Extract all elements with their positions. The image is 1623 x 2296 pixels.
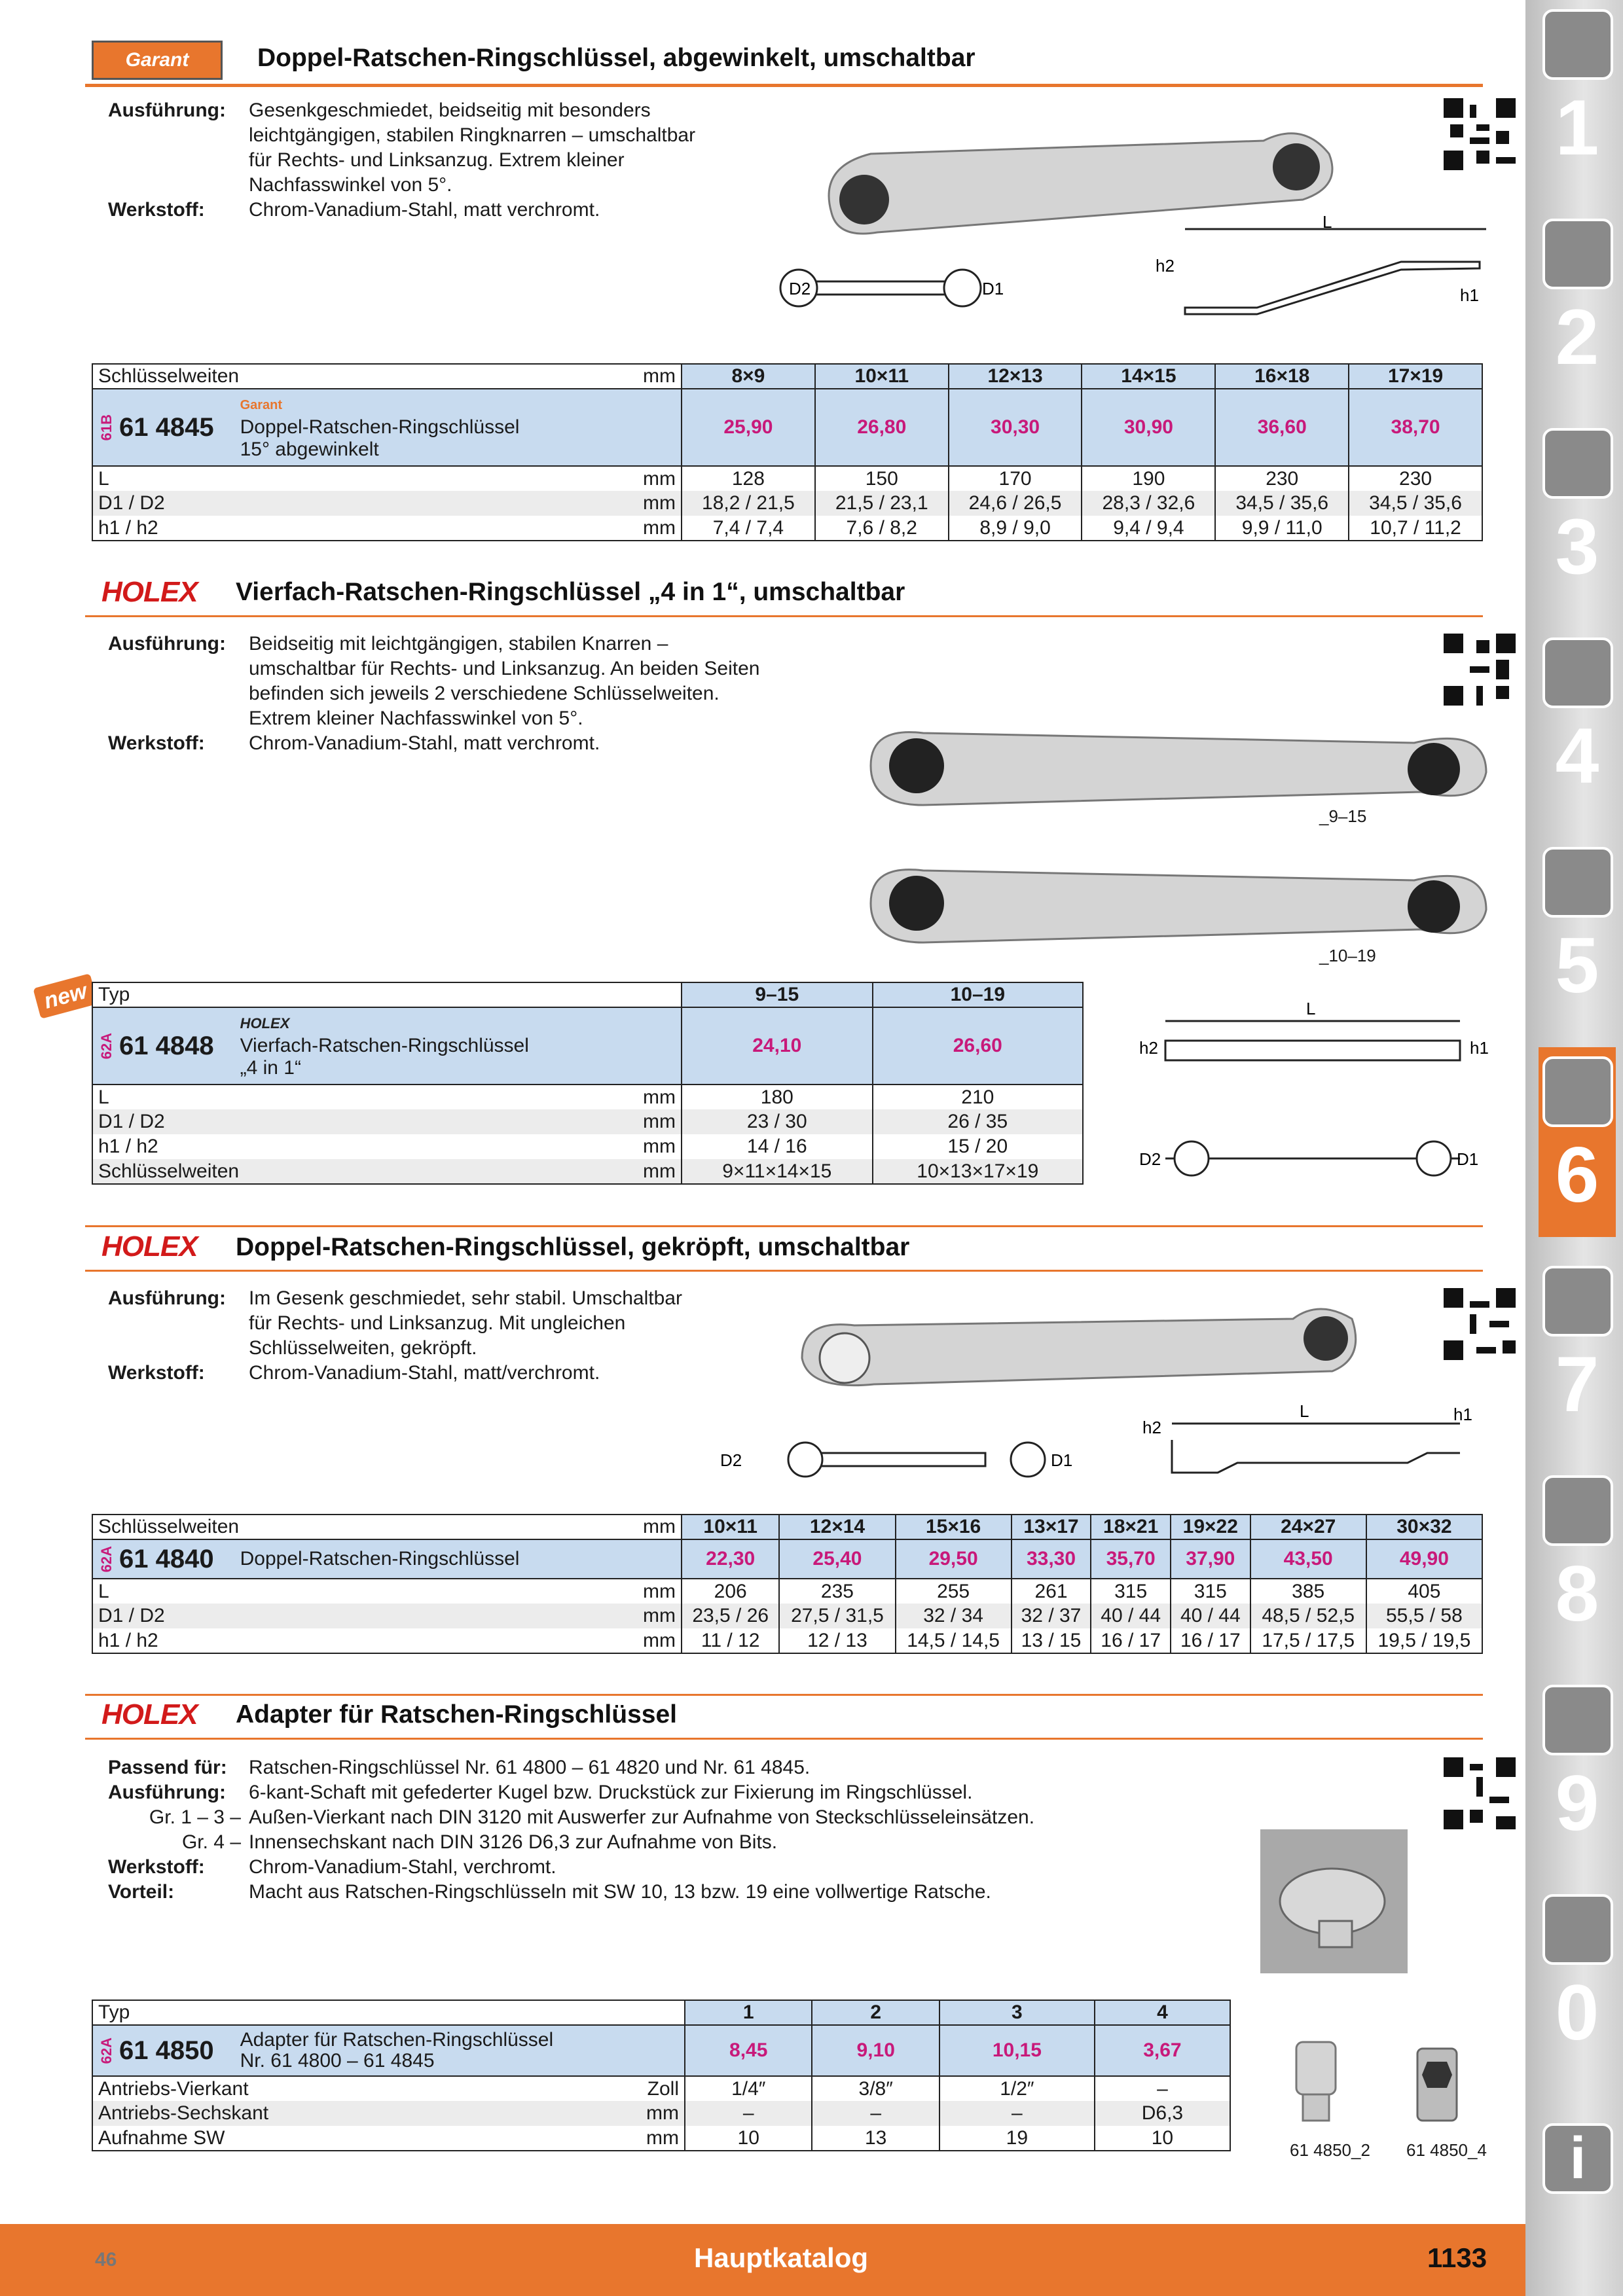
dimension-drawing — [1139, 995, 1499, 1185]
chapter-tab-1[interactable]: 1 — [1539, 0, 1616, 190]
wrench-image — [858, 713, 1499, 818]
wrench-screwdriver-icon — [1542, 1056, 1613, 1127]
price: 22,30 — [682, 1539, 779, 1579]
divider — [85, 1738, 1483, 1740]
article-number: 61 4850 — [119, 2036, 214, 2065]
svg-text:h2: h2 — [1142, 1418, 1161, 1437]
chapter-tab-9[interactable]: 9 — [1539, 1676, 1616, 1865]
chapter-tab-0[interactable]: 0 — [1539, 1885, 1616, 2075]
footer — [0, 2224, 1525, 2296]
chapter-tab-info[interactable] — [1539, 2114, 1616, 2219]
wrench-image — [795, 1299, 1372, 1404]
article-number: 61 4845 — [119, 412, 214, 442]
image-caption: 61 4850_2 — [1290, 2140, 1370, 2160]
svg-text:L: L — [1322, 212, 1332, 232]
description: Passend für: Ratschen-Ringschlüssel Nr. 61 4800 – 61 4820 und Nr. 61 4845. Ausführung: 6-kant-Schaft mit gefederter Kugel bzw. Druckstück zur Fixierung im Ringschlüssel. Gr. 1 – 3 – Außen-Vierkant nach DIN 3120 mit Auswerfer zur Aufnahme von Steckschlüsseleinsätzen. Gr. 4 – Innensechskant nach DIN 3126 D6,3 zur Aufnahme von Bits. Werkstoff: Chrom-Vanadium-Stahl, verchromt. Vorteil: Macht aus Ratschen-Ringschlüsseln mit SW 10, 13 bzw. 19 eine vollwertige Ratsche. — [108, 1757, 1035, 1903]
price: 8,45 — [685, 2025, 812, 2076]
qr-code-icon[interactable] — [1444, 98, 1516, 170]
image-caption: 61 4850_4 — [1406, 2140, 1487, 2160]
adapter-photo — [1260, 1829, 1408, 1973]
svg-text:D1: D1 — [1457, 1149, 1479, 1169]
svg-text:L: L — [1306, 999, 1316, 1018]
qr-code-icon[interactable] — [1444, 1288, 1516, 1360]
section-title: Vierfach-Ratschen-Ringschlüssel „4 in 1“, umschaltbar — [236, 578, 905, 606]
price: 25,90 — [682, 389, 815, 466]
page-code: 46 — [95, 2249, 117, 2270]
description: Ausführung: Beidseitig mit leichtgängigen, stabilen Knarren – umschaltbar für Rechts- und Linksanzug. An beiden Seiten befinden sich jeweils 2 verschiedene Schlüsselweiten. Extrem kleiner Nachfasswinkel von 5°. Werkstoff: Chrom-Vanadium-Stahl, matt verchromt. — [108, 633, 760, 754]
article-number: 61 4840 — [119, 1544, 214, 1573]
garant-logo: Garant — [92, 41, 223, 80]
svg-text:h1: h1 — [1470, 1038, 1489, 1058]
image-caption: _10–19 — [1319, 946, 1376, 965]
price-table: Typ 9–15 10–19 62A 61 4848 HOLEX Vierfach-Ratschen-Ringschlüssel „4 in 1“ 24,10 26,60 L mm 180 210 D1 / D2 mm 23 / 30 26 / 35 h1 / h2 mm 14 / 16 15 / 20 Schlüsselweiten mm 9×11×14×15 10×13×17×19 — [92, 982, 1084, 1185]
wrench-image — [858, 851, 1499, 956]
svg-text:D2: D2 — [720, 1450, 742, 1470]
chapter-tab-4[interactable]: 4 — [1539, 628, 1616, 818]
hammer-pliers-icon — [1542, 1266, 1613, 1336]
svg-text:h1: h1 — [1453, 1405, 1472, 1424]
drill-icon — [1542, 9, 1613, 80]
catalog-name: Hauptkatalog — [694, 2242, 869, 2273]
article-number: 61 4848 — [119, 1031, 214, 1060]
workshop-icon — [1542, 1475, 1613, 1546]
svg-text:D1: D1 — [982, 279, 1004, 298]
chapter-tab-5[interactable]: 5 — [1539, 838, 1616, 1028]
divider — [85, 1694, 1483, 1696]
divider — [85, 84, 1483, 87]
page-number: 1133 — [1427, 2242, 1487, 2273]
new-badge: new — [33, 973, 98, 1019]
chapter-tab-6[interactable]: 6 — [1539, 1047, 1616, 1237]
svg-text:h1: h1 — [1460, 285, 1479, 305]
chapter-tab-3[interactable]: 3 — [1539, 419, 1616, 609]
caliper-icon — [1542, 637, 1613, 708]
chapter-tab-2[interactable]: 2 — [1539, 209, 1616, 399]
description: Ausführung: Im Gesenk geschmiedet, sehr stabil. Umschaltbar für Rechts- und Linksanzug. Mit ungleichen Schlüsselweiten, gekröpft. Werkstoff: Chrom-Vanadium-Stahl, matt/verchromt. — [108, 1287, 682, 1384]
svg-text:D1: D1 — [1051, 1450, 1073, 1470]
description: Ausführung: Gesenkgeschmiedet, beidseitig mit besonders leichtgängigen, stabilen Ringknarren – umschaltbar für Rechts- und Linksanzug. Extrem kleiner Nachfasswinkel von 5°. Werkstoff: Chrom-Vanadium-Stahl, matt verchromt. — [108, 99, 696, 221]
saw-blade-icon — [1542, 847, 1613, 918]
svg-text:D2: D2 — [1139, 1149, 1161, 1169]
dimension-drawing — [720, 1401, 1480, 1486]
qr-code-icon[interactable] — [1444, 634, 1516, 706]
tool-holder-icon — [1542, 428, 1613, 499]
chapter-tab-7[interactable]: 7 — [1539, 1257, 1616, 1446]
holex-logo: HOLEX — [101, 576, 198, 608]
section-title: Doppel-Ratschen-Ringschlüssel, gekröpft, umschaltbar — [236, 1233, 910, 1261]
dimension-drawing — [746, 212, 1493, 334]
holex-logo: HOLEX — [101, 1230, 198, 1263]
image-caption: _9–15 — [1319, 806, 1367, 826]
price-table: Schlüsselweiten mm 10×11 12×14 15×16 13×17 18×21 19×22 24×27 30×32 62A 61 4840 Doppel-Ratschen-Ringschlüssel 22,30 25,40 29,50 33,30 35,70 37,90 43,50 49,90 L mm 206 235 255 261 315 315 385 405 D1 / D2 mm 23,5 / 26 27,5 / 31,5 32 / 34 32 / 37 40 / 44 40 / 44 48,5 / 52,5 55,5 / 58 h1 / h2 mm 11 / 12 12 / 13 14,5 / 14,5 13 / 15 16 / 17 16 / 17 17,5 / 17,5 19,5 / 19,5 — [92, 1514, 1483, 1654]
svg-text:h2: h2 — [1156, 256, 1175, 276]
svg-text:h2: h2 — [1139, 1038, 1158, 1058]
holex-logo: HOLEX — [101, 1698, 198, 1731]
price: 24,10 — [682, 1007, 873, 1085]
svg-text:L: L — [1300, 1401, 1309, 1421]
divider — [85, 1270, 1483, 1272]
section-title: Adapter für Ratschen-Ringschlüssel — [236, 1700, 677, 1729]
cabinet-icon — [1542, 1685, 1613, 1755]
price-table: Schlüsselweiten mm 8×9 10×11 12×13 14×15 16×18 17×19 61B 61 4845 Garant Doppel-Ratschen-Ringschlüssel 15° abgewinkelt 25,90 26,80 30,30 30,90 36,60 38,70 L mm 128 150 170 190 230 230 D1 / D2 mm 18,2 / 21,5 21,5 / 23,1 24,6 / 26,5 28,3 / 32,6 34,5 / 35,6 34,5 / 35,6 h1 / h2 mm 7,4 / 7,4 7,6 / 8,2 8,9 / 9,0 9,4 / 9,4 9,9 / 11,0 10,7 / 11,2 — [92, 363, 1483, 541]
divider — [85, 615, 1483, 617]
chapter-tab-8[interactable]: 8 — [1539, 1466, 1616, 1656]
info-icon: i — [1542, 2123, 1613, 2194]
svg-text:D2: D2 — [789, 279, 811, 298]
price-table: Typ 1 2 3 4 62A 61 4850 Adapter für Ratschen-Ringschlüssel Nr. 61 4800 – 61 4845 8,45 9,10 10,15 3,67 Antriebs-Vierkant Zoll 1/4″ 3/8″ 1/2″ – Antriebs-Sechskant mm – – – D6,3 Aufnahme SW mm 10 13 19 10 — [92, 2000, 1231, 2151]
insert-icon — [1542, 219, 1613, 289]
adapter-image — [1408, 2042, 1467, 2134]
section-title: Doppel-Ratschen-Ringschlüssel, abgewinkelt, umschaltbar — [257, 44, 976, 72]
safety-glasses-icon — [1542, 1894, 1613, 1965]
adapter-image — [1283, 2036, 1349, 2134]
divider — [85, 1225, 1483, 1227]
qr-code-icon[interactable] — [1444, 1757, 1516, 1829]
